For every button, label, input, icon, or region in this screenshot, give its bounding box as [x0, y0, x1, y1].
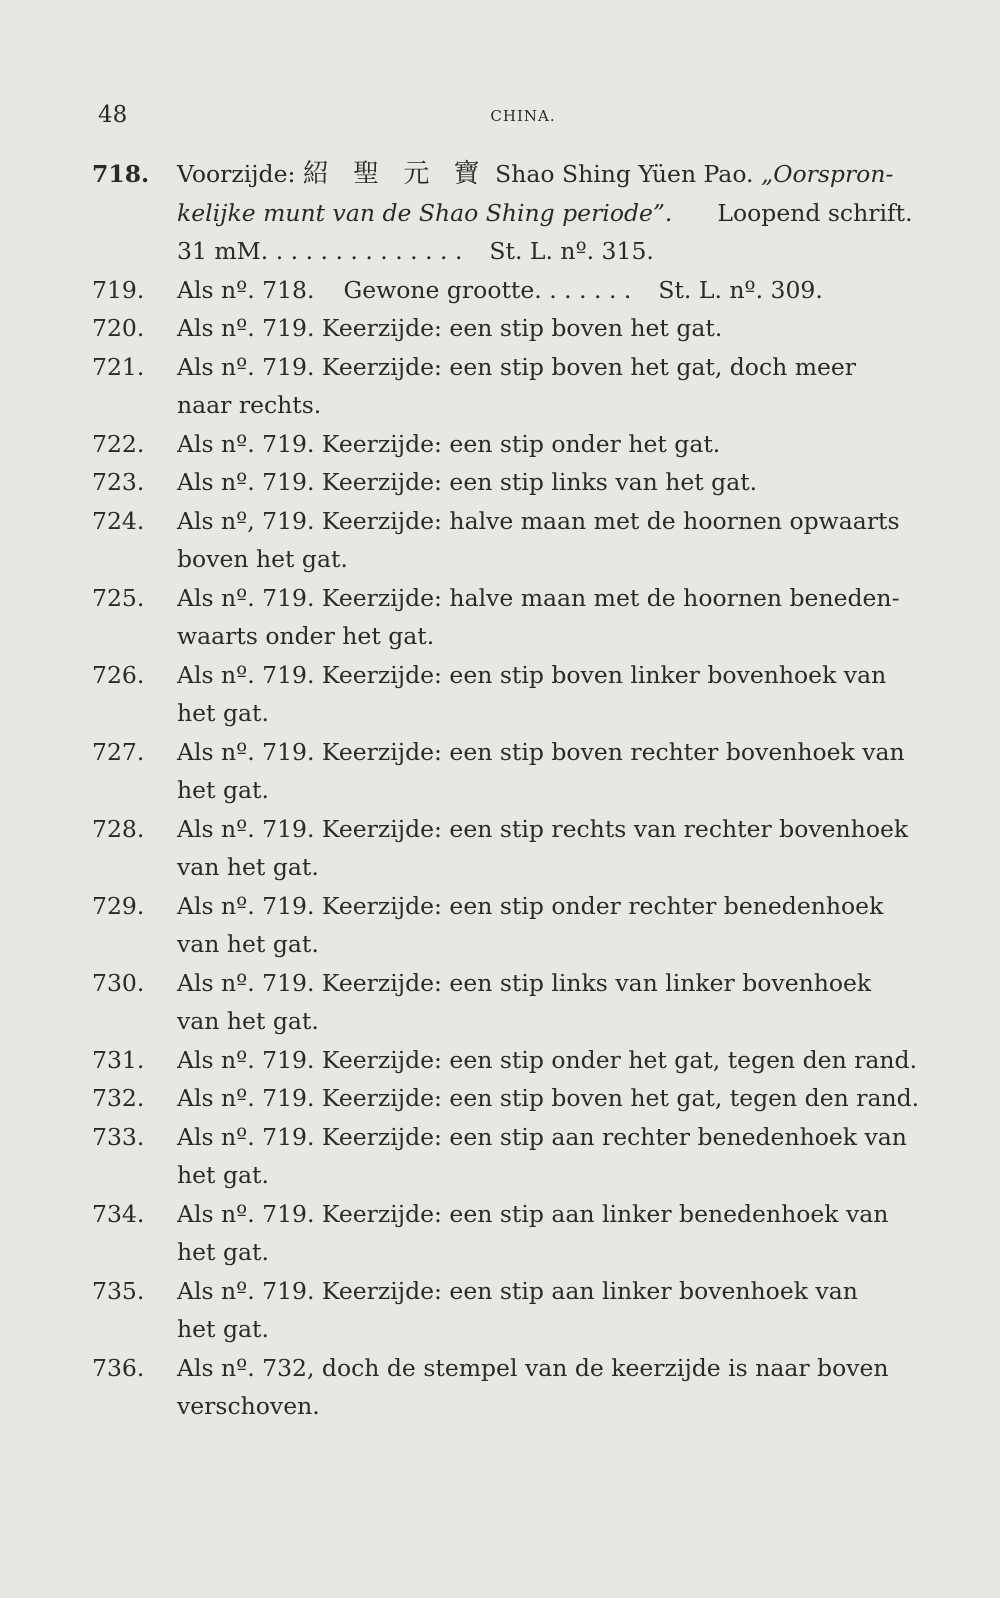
entry-number: 729. — [92, 891, 145, 920]
entry-735 — [92, 1272, 948, 1349]
entry-number: 736. — [92, 1353, 145, 1382]
entry-number: 733. — [92, 1122, 145, 1151]
entry-736 — [92, 1349, 948, 1426]
entry-726 — [92, 656, 948, 733]
entry-line: het gat. — [177, 1161, 269, 1189]
page-number: 48 — [98, 102, 128, 128]
entry-line: waarts onder het gat. — [177, 622, 435, 650]
entry-number: 735. — [92, 1276, 145, 1305]
entry-line: Als nº. 719. Keerzijde: een stip rechts van rechter bovenhoek — [177, 814, 909, 843]
coin-size: 31 mM. — [177, 237, 269, 265]
entry-line: Als nº, 719. Keerzijde: halve maan met de hoornen opwaarts — [177, 506, 900, 535]
entry-727 — [92, 733, 948, 810]
entry-718-line-3 — [177, 232, 948, 271]
chinese-legend: 紹 聖 元 寶 — [302, 159, 488, 189]
running-title: CHINA. — [490, 107, 556, 125]
entry-line: het gat. — [177, 776, 269, 804]
entry-line: verschoven. — [177, 1392, 320, 1420]
catalogue-reference: St. L. nº. 315. — [489, 237, 654, 265]
leader-dots: . . . . . . — [549, 275, 632, 304]
entry-line: Als nº. 719. Keerzijde: een stip links van het gat. — [177, 468, 758, 496]
entry-text: Als nº. 718. — [177, 275, 315, 304]
entry-718-line-1 — [177, 155, 948, 194]
entry-number: 718. — [92, 160, 150, 188]
entry-734 — [92, 1195, 948, 1272]
entry-728 — [92, 810, 948, 887]
entry-721 — [92, 348, 948, 425]
entry-line: Als nº. 719. Keerzijde: een stip boven het gat. — [177, 314, 723, 342]
entry-730 — [92, 964, 948, 1041]
entry-number: 730. — [92, 968, 145, 997]
catalogue-entries — [92, 155, 948, 1426]
entry-724 — [92, 502, 948, 579]
entry-722 — [92, 425, 948, 464]
obverse-label: Voorzijde: — [177, 160, 296, 188]
entry-number: 732. — [92, 1084, 145, 1112]
entry-line: boven het gat. — [177, 545, 348, 573]
entry-733 — [92, 1118, 948, 1195]
entry-line: Als nº. 719. Keerzijde: een stip boven linker bovenhoek van — [177, 660, 887, 689]
entry-note: Gewone grootte. — [343, 275, 542, 304]
quote-start: „Oorspron- — [761, 160, 894, 188]
entry-718-line-2 — [177, 194, 948, 233]
entry-number: 728. — [92, 814, 145, 843]
entry-line: Als nº. 732, doch de stempel van de keerzijde is naar boven — [177, 1353, 889, 1382]
entry-line: Als nº. 719. Keerzijde: een stip boven het gat, doch meer — [177, 352, 857, 381]
entry-number: 720. — [92, 314, 145, 342]
page-header — [98, 102, 948, 132]
entry-number: 724. — [92, 506, 145, 535]
entry-line: Als nº. 719. Keerzijde: een stip onder het gat. — [177, 429, 721, 458]
entry-line: naar rechts. — [177, 391, 322, 419]
entry-732 — [92, 1079, 948, 1118]
entry-number: 722. — [92, 429, 145, 458]
entry-line: Als nº. 719. Keerzijde: een stip aan linker benedenhoek van — [177, 1199, 889, 1228]
entry-number: 725. — [92, 583, 145, 612]
entry-725 — [92, 579, 948, 656]
entry-line: van het gat. — [177, 930, 319, 958]
entry-line: Als nº. 719. Keerzijde: een stip links van linker bovenhoek — [177, 968, 872, 997]
entry-line: van het gat. — [177, 853, 319, 881]
entry-719-line-1 — [177, 271, 948, 310]
entry-line: Als nº. 719. Keerzijde: een stip onder rechter benedenhoek — [177, 891, 884, 920]
romanization: Shao Shing Yüen Pao. — [495, 160, 754, 188]
entry-number: 723. — [92, 468, 145, 496]
entry-line: Als nº. 719. Keerzijde: een stip onder het gat, tegen den rand. — [177, 1045, 918, 1074]
entry-line: het gat. — [177, 1315, 269, 1343]
leader-dots: . . . . . . . . . . . . . — [275, 237, 463, 265]
entry-number: 726. — [92, 660, 145, 689]
entry-731 — [92, 1041, 948, 1080]
entry-line: Als nº. 719. Keerzijde: halve maan met de hoornen beneden- — [177, 583, 900, 612]
entry-line: Als nº. 719. Keerzijde: een stip boven het gat, tegen den rand. — [177, 1084, 920, 1112]
entry-720 — [92, 309, 948, 348]
script-note: Loopend schrift. — [717, 198, 913, 227]
entry-line: Als nº. 719. Keerzijde: een stip aan linker bovenhoek van — [177, 1276, 858, 1305]
entry-line: het gat. — [177, 1238, 269, 1266]
entry-line: het gat. — [177, 699, 269, 727]
entry-number: 719. — [92, 275, 145, 304]
catalogue-reference: St. L. nº. 309. — [658, 275, 823, 304]
entry-number: 727. — [92, 737, 145, 766]
entry-number: 731. — [92, 1045, 145, 1074]
entry-729 — [92, 887, 948, 964]
entry-number: 734. — [92, 1199, 145, 1228]
entry-line: van het gat. — [177, 1007, 319, 1035]
quote-end: kelijke munt van de Shao Shing periode”. — [177, 198, 673, 227]
entry-718 — [92, 155, 948, 271]
entry-number: 721. — [92, 352, 145, 381]
entry-line: Als nº. 719. Keerzijde: een stip aan rechter benedenhoek van — [177, 1122, 907, 1151]
entry-723 — [92, 463, 948, 502]
entry-719 — [92, 271, 948, 310]
entry-line: Als nº. 719. Keerzijde: een stip boven rechter bovenhoek van — [177, 737, 905, 766]
